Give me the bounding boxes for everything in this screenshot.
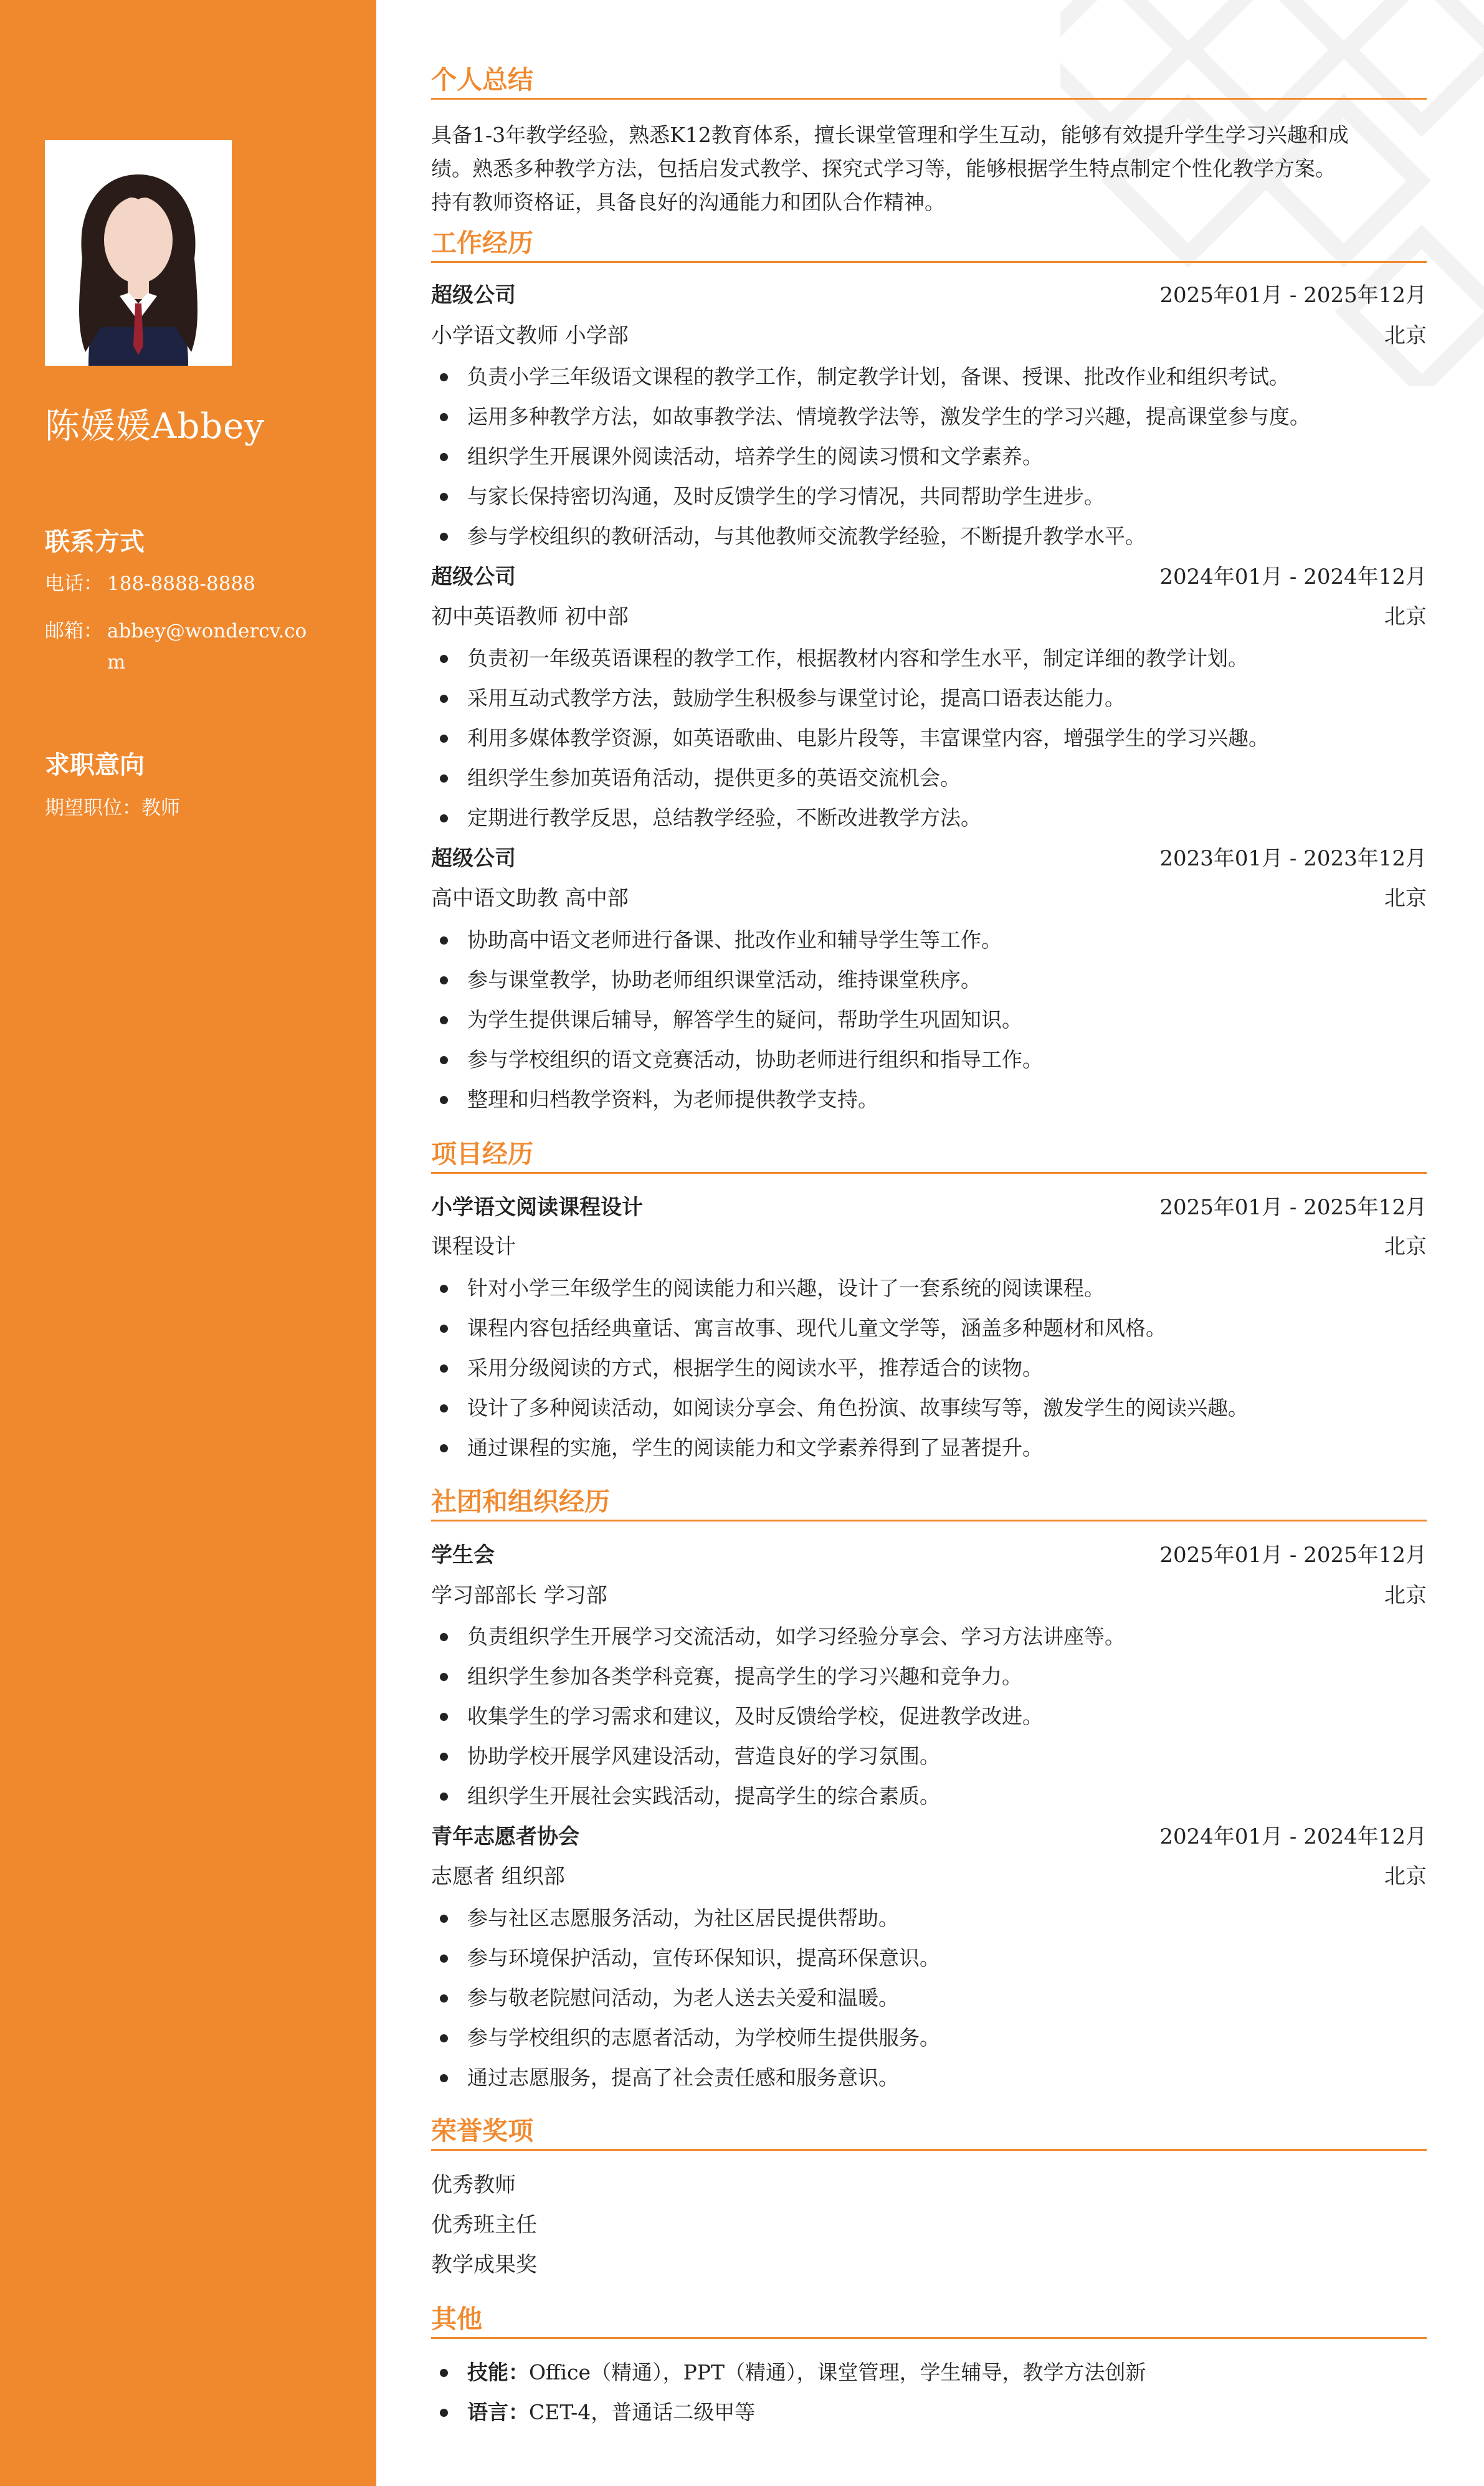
section-title-projects: 项目经历: [431, 1133, 1427, 1174]
entry-subheader: [431, 599, 1427, 634]
email-label: 邮箱：: [45, 620, 103, 642]
bullet-item: 组织学生参加各类学科竞赛，提高学生的学习兴趣和竞争力。: [431, 1657, 1427, 1697]
entry-subheader: [431, 1859, 1427, 1894]
summary-text: [431, 118, 1427, 219]
honor-item: 优秀班主任: [431, 2212, 537, 2237]
intent-row: [45, 793, 180, 824]
bullet-item: 参与学校组织的语文竞赛活动，协助老师进行组织和指导工作。: [431, 1040, 1427, 1080]
bullet-item: 整理和归档教学资料，为老师提供教学支持。: [431, 1080, 1427, 1120]
entry-header: [431, 278, 1427, 313]
bullet-item: 通过课程的实施，学生的阅读能力和文学素养得到了显著提升。: [431, 1428, 1427, 1468]
email-value[interactable]: abbey@wondercv.com: [107, 620, 307, 674]
intent-value: 教师: [141, 797, 180, 819]
entry-city: 北京: [1384, 604, 1427, 629]
bullet-item: 参与学校组织的志愿者活动，为学校师生提供服务。: [431, 2018, 1427, 2058]
entry-bullets: [431, 357, 1427, 556]
entry-bullets: [431, 1898, 1427, 2098]
candidate-name: 陈媛媛Abbey: [45, 406, 265, 447]
bullet-item: 参与社区志愿服务活动，为社区居民提供帮助。: [431, 1898, 1427, 1938]
entry-subheader: [431, 318, 1427, 353]
entry-org: 超级公司: [431, 283, 516, 308]
bullet-item: 参与环境保护活动，宣传环保知识，提高环保意识。: [431, 1938, 1427, 1978]
entry-city: 北京: [1384, 1234, 1427, 1259]
entry-org: 超级公司: [431, 564, 516, 589]
phone-row: [45, 568, 319, 599]
bullet-item: 利用多媒体教学资源，如英语歌曲、电影片段等，丰富课堂内容，增强学生的学习兴趣。: [431, 718, 1427, 758]
entry-date: 2024年01月 - 2024年12月: [1159, 1824, 1427, 1849]
entry-header: [431, 560, 1427, 594]
bullet-item: 参与敬老院慰问活动，为老人送去关爱和温暖。: [431, 1978, 1427, 2018]
bullet-item: 参与课堂教学，协助老师组织课堂活动，维持课堂秩序。: [431, 960, 1427, 1000]
bullet-item: 负责初一年级英语课程的教学工作，根据教材内容和学生水平，制定详细的教学计划。: [431, 639, 1427, 679]
entry-city: 北京: [1384, 323, 1427, 348]
entry-role: 课程设计: [431, 1234, 516, 1259]
bullet-item: 参与学校组织的教研活动，与其他教师交流教学经验，不断提升教学水平。: [431, 517, 1427, 556]
bullet-item: 组织学生开展社会实践活动，提高学生的综合素质。: [431, 1776, 1427, 1816]
entry-org: 青年志愿者协会: [431, 1824, 579, 1849]
entry-subheader: [431, 1578, 1427, 1613]
entry-date: 2023年01月 - 2023年12月: [1159, 846, 1427, 871]
skills-label: 技能：: [467, 2360, 529, 2384]
language-value: CET-4，普通话二级甲等: [529, 2400, 756, 2424]
bullet-item: 协助学校开展学风建设活动，营造良好的学习氛围。: [431, 1736, 1427, 1776]
bullet-item: 采用分级阅读的方式，根据学生的阅读水平，推荐适合的读物。: [431, 1348, 1427, 1388]
summary-line: 绩。熟悉多种教学方法，包括启发式教学、探究式学习等，能够根据学生特点制定个性化教学方案。: [431, 156, 1336, 181]
bullet-item: 负责组织学生开展学习交流活动，如学习经验分享会、学习方法讲座等。: [431, 1617, 1427, 1657]
entry-role: 高中语文助教 高中部: [431, 886, 629, 911]
bullet-item: 定期进行教学反思，总结教学经验，不断改进教学方法。: [431, 798, 1427, 838]
phone-value: 188-8888-8888: [107, 573, 255, 595]
entry-bullets: [431, 1269, 1427, 1468]
entry-city: 北京: [1384, 886, 1427, 911]
entry-bullets: [431, 1617, 1427, 1816]
entry-header: [431, 1538, 1427, 1573]
bullet-item: 采用互动式教学方法，鼓励学生积极参与课堂讨论，提高口语表达能力。: [431, 679, 1427, 718]
bullet-item: 设计了多种阅读活动，如阅读分享会、角色扮演、故事续写等，激发学生的阅读兴趣。: [431, 1388, 1427, 1428]
entry-city: 北京: [1384, 1864, 1427, 1889]
entry-header: [431, 1190, 1427, 1225]
entry-date: 2025年01月 - 2025年12月: [1159, 283, 1427, 308]
bullet-item: 协助高中语文老师进行备课、批改作业和辅导学生等工作。: [431, 920, 1427, 960]
entry-bullets: [431, 920, 1427, 1120]
bullet-item: 负责小学三年级语文课程的教学工作，制定教学计划，备课、授课、批改作业和组织考试。: [431, 357, 1427, 397]
entry-org: 学生会: [431, 1543, 495, 1568]
bullet-item: 组织学生参加英语角活动，提供更多的英语交流机会。: [431, 758, 1427, 798]
bullet-item: 为学生提供课后辅导，解答学生的疑问，帮助学生巩固知识。: [431, 1000, 1427, 1040]
language-label: 语言：: [467, 2400, 529, 2424]
profile-photo: [45, 140, 232, 366]
skills-item: [431, 2353, 1427, 2393]
other-bullets: [431, 2353, 1427, 2432]
phone-label: 电话：: [45, 573, 103, 595]
entry-role: 学习部部长 学习部: [431, 1583, 607, 1608]
entry-date: 2025年01月 - 2025年12月: [1159, 1543, 1427, 1568]
skills-value: Office（精通），PPT（精通），课堂管理，学生辅导，教学方法创新: [529, 2360, 1146, 2384]
honor-item: 优秀教师: [431, 2173, 516, 2198]
intent-title: 求职意向: [45, 750, 145, 779]
entry-header: [431, 841, 1427, 876]
bullet-item: 针对小学三年级学生的阅读能力和兴趣，设计了一套系统的阅读课程。: [431, 1269, 1427, 1308]
summary-line: 持有教师资格证，具备良好的沟通能力和团队合作精神。: [431, 190, 945, 214]
entry-org: 小学语文阅读课程设计: [431, 1195, 643, 1220]
section-title-honors: 荣誉奖项: [431, 2110, 1427, 2151]
sidebar: [0, 0, 376, 2486]
bullet-item: 与家长保持密切沟通，及时反馈学生的学习情况，共同帮助学生进步。: [431, 477, 1427, 517]
section-title-clubs: 社团和组织经历: [431, 1481, 1427, 1522]
contact-title: 联系方式: [45, 527, 145, 556]
entry-role: 初中英语教师 初中部: [431, 604, 629, 629]
summary-line: 具备1-3年教学经验，熟悉K12教育体系，擅长课堂管理和学生互动，能够有效提升学生学习兴趣和成: [431, 123, 1349, 147]
email-row: [45, 616, 319, 678]
bullet-item: 运用多种教学方法，如故事教学法、情境教学法等，激发学生的学习兴趣，提高课堂参与度。: [431, 397, 1427, 437]
bullet-item: 收集学生的学习需求和建议，及时反馈给学校，促进教学改进。: [431, 1697, 1427, 1736]
bullet-item: 组织学生开展课外阅读活动，培养学生的阅读习惯和文学素养。: [431, 437, 1427, 477]
entry-subheader: [431, 1229, 1427, 1264]
bullet-item: 课程内容包括经典童话、寓言故事、现代儿童文学等，涵盖多种题材和风格。: [431, 1308, 1427, 1348]
entry-header: [431, 1819, 1427, 1854]
entry-date: 2024年01月 - 2024年12月: [1159, 564, 1427, 589]
bullet-item: 通过志愿服务，提高了社会责任感和服务意识。: [431, 2058, 1427, 2098]
entry-role: 志愿者 组织部: [431, 1864, 565, 1889]
intent-label: 期望职位：: [45, 797, 141, 819]
language-item: [431, 2393, 1427, 2432]
entry-org: 超级公司: [431, 846, 516, 871]
section-title-summary: 个人总结: [431, 59, 1427, 100]
entry-bullets: [431, 639, 1427, 838]
entry-city: 北京: [1384, 1583, 1427, 1608]
section-title-work: 工作经历: [431, 222, 1427, 263]
section-title-other: 其他: [431, 2298, 1427, 2339]
entry-role: 小学语文教师 小学部: [431, 323, 629, 348]
honor-item: 教学成果奖: [431, 2252, 537, 2277]
entry-date: 2025年01月 - 2025年12月: [1159, 1195, 1427, 1220]
entry-subheader: [431, 881, 1427, 916]
